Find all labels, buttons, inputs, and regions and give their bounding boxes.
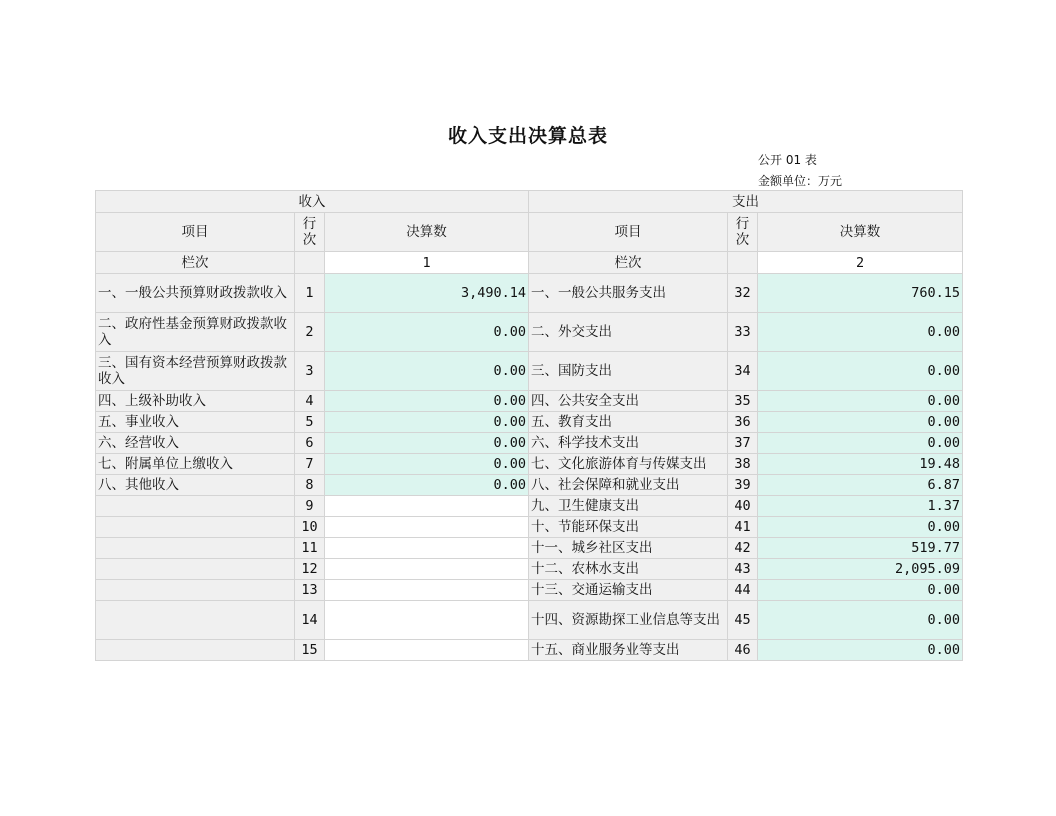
income-line: 4 (295, 391, 325, 412)
expense-item: 四、公共安全支出 (529, 391, 728, 412)
expense-amount-header: 决算数 (758, 213, 963, 252)
expense-item: 二、外交支出 (529, 313, 728, 352)
expense-line: 34 (728, 352, 758, 391)
income-line-blank (295, 252, 325, 274)
table-row (96, 538, 963, 559)
expense-amount: 0.00 (758, 433, 963, 454)
table-row (96, 391, 963, 412)
section-header-row (96, 191, 963, 213)
table-row (96, 454, 963, 475)
income-amount: 0.00 (325, 475, 529, 496)
table-row (96, 412, 963, 433)
expense-line: 39 (728, 475, 758, 496)
income-item (96, 496, 295, 517)
income-line: 2 (295, 313, 325, 352)
income-line: 14 (295, 601, 325, 640)
income-amount (325, 601, 529, 640)
expense-header: 支出 (529, 191, 963, 213)
income-item: 八、其他收入 (96, 475, 295, 496)
income-amount: 0.00 (325, 433, 529, 454)
income-column-number: 1 (325, 252, 529, 274)
income-item: 一、一般公共预算财政拨款收入 (96, 274, 295, 313)
table-row (96, 352, 963, 391)
expense-line-header: 行次 (728, 213, 758, 252)
expense-item-header: 项目 (529, 213, 728, 252)
income-amount: 0.00 (325, 454, 529, 475)
page-title: 收入支出决算总表 (447, 125, 608, 147)
table-row (96, 580, 963, 601)
expense-item: 十三、交通运输支出 (529, 580, 728, 601)
income-line: 3 (295, 352, 325, 391)
expense-item: 十、节能环保支出 (529, 517, 728, 538)
table-row (96, 433, 963, 454)
column-index-row (96, 252, 963, 274)
expense-item: 六、科学技术支出 (529, 433, 728, 454)
income-line: 13 (295, 580, 325, 601)
income-amount (325, 517, 529, 538)
expense-amount: 1.37 (758, 496, 963, 517)
income-line: 1 (295, 274, 325, 313)
form-number: 公开 01 表 (758, 153, 817, 167)
income-item: 二、政府性基金预算财政拨款收入 (96, 313, 295, 352)
income-line: 15 (295, 640, 325, 661)
expense-amount: 19.48 (758, 454, 963, 475)
income-amount: 0.00 (325, 391, 529, 412)
expense-amount: 519.77 (758, 538, 963, 559)
income-item (96, 517, 295, 538)
amount-unit: 金额单位：万元 (758, 174, 843, 188)
income-item (96, 559, 295, 580)
expense-amount: 0.00 (758, 517, 963, 538)
table-row (96, 559, 963, 580)
expense-line: 41 (728, 517, 758, 538)
income-amount (325, 559, 529, 580)
income-line: 12 (295, 559, 325, 580)
expense-item: 八、社会保障和就业支出 (529, 475, 728, 496)
expense-item: 一、一般公共服务支出 (529, 274, 728, 313)
budget-table (95, 190, 963, 661)
income-item (96, 640, 295, 661)
table-row (96, 274, 963, 313)
income-column-label: 栏次 (96, 252, 295, 274)
expense-amount: 0.00 (758, 391, 963, 412)
table-row (96, 313, 963, 352)
expense-amount: 0.00 (758, 313, 963, 352)
column-header-row (96, 213, 963, 252)
income-item: 七、附属单位上缴收入 (96, 454, 295, 475)
table-row (96, 601, 963, 640)
income-header: 收入 (96, 191, 529, 213)
expense-item: 九、卫生健康支出 (529, 496, 728, 517)
income-line: 8 (295, 475, 325, 496)
expense-line: 36 (728, 412, 758, 433)
income-item (96, 601, 295, 640)
expense-amount: 0.00 (758, 412, 963, 433)
table-row (96, 475, 963, 496)
expense-line: 44 (728, 580, 758, 601)
income-line: 5 (295, 412, 325, 433)
income-line: 10 (295, 517, 325, 538)
income-amount (325, 580, 529, 601)
expense-amount: 0.00 (758, 580, 963, 601)
income-item (96, 580, 295, 601)
income-amount (325, 538, 529, 559)
income-line: 9 (295, 496, 325, 517)
expense-amount: 0.00 (758, 601, 963, 640)
expense-line-blank (728, 252, 758, 274)
income-line-header: 行次 (295, 213, 325, 252)
expense-item: 三、国防支出 (529, 352, 728, 391)
income-item: 三、国有资本经营预算财政拨款收入 (96, 352, 295, 391)
table-row (96, 640, 963, 661)
expense-column-number: 2 (758, 252, 963, 274)
expense-column-label: 栏次 (529, 252, 728, 274)
income-item-header: 项目 (96, 213, 295, 252)
expense-line: 45 (728, 601, 758, 640)
expense-item: 十二、农林水支出 (529, 559, 728, 580)
expense-line: 38 (728, 454, 758, 475)
income-amount-header: 决算数 (325, 213, 529, 252)
income-line: 11 (295, 538, 325, 559)
income-amount: 0.00 (325, 313, 529, 352)
expense-item: 七、文化旅游体育与传媒支出 (529, 454, 728, 475)
expense-amount: 0.00 (758, 352, 963, 391)
expense-amount: 0.00 (758, 640, 963, 661)
expense-amount: 2,095.09 (758, 559, 963, 580)
income-line: 7 (295, 454, 325, 475)
expense-amount: 6.87 (758, 475, 963, 496)
expense-line: 43 (728, 559, 758, 580)
expense-line: 37 (728, 433, 758, 454)
table-row (96, 517, 963, 538)
income-item: 五、事业收入 (96, 412, 295, 433)
expense-item: 十一、城乡社区支出 (529, 538, 728, 559)
income-amount: 0.00 (325, 412, 529, 433)
expense-line: 33 (728, 313, 758, 352)
expense-line: 46 (728, 640, 758, 661)
expense-line: 42 (728, 538, 758, 559)
income-amount: 3,490.14 (325, 274, 529, 313)
expense-item: 十四、资源勘探工业信息等支出 (529, 601, 728, 640)
expense-line: 40 (728, 496, 758, 517)
income-item (96, 538, 295, 559)
table-row (96, 496, 963, 517)
income-line: 6 (295, 433, 325, 454)
expense-line: 35 (728, 391, 758, 412)
income-item: 四、上级补助收入 (96, 391, 295, 412)
income-amount: 0.00 (325, 352, 529, 391)
expense-item: 十五、商业服务业等支出 (529, 640, 728, 661)
income-amount (325, 496, 529, 517)
expense-line: 32 (728, 274, 758, 313)
income-item: 六、经营收入 (96, 433, 295, 454)
expense-amount: 760.15 (758, 274, 963, 313)
income-amount (325, 640, 529, 661)
expense-item: 五、教育支出 (529, 412, 728, 433)
